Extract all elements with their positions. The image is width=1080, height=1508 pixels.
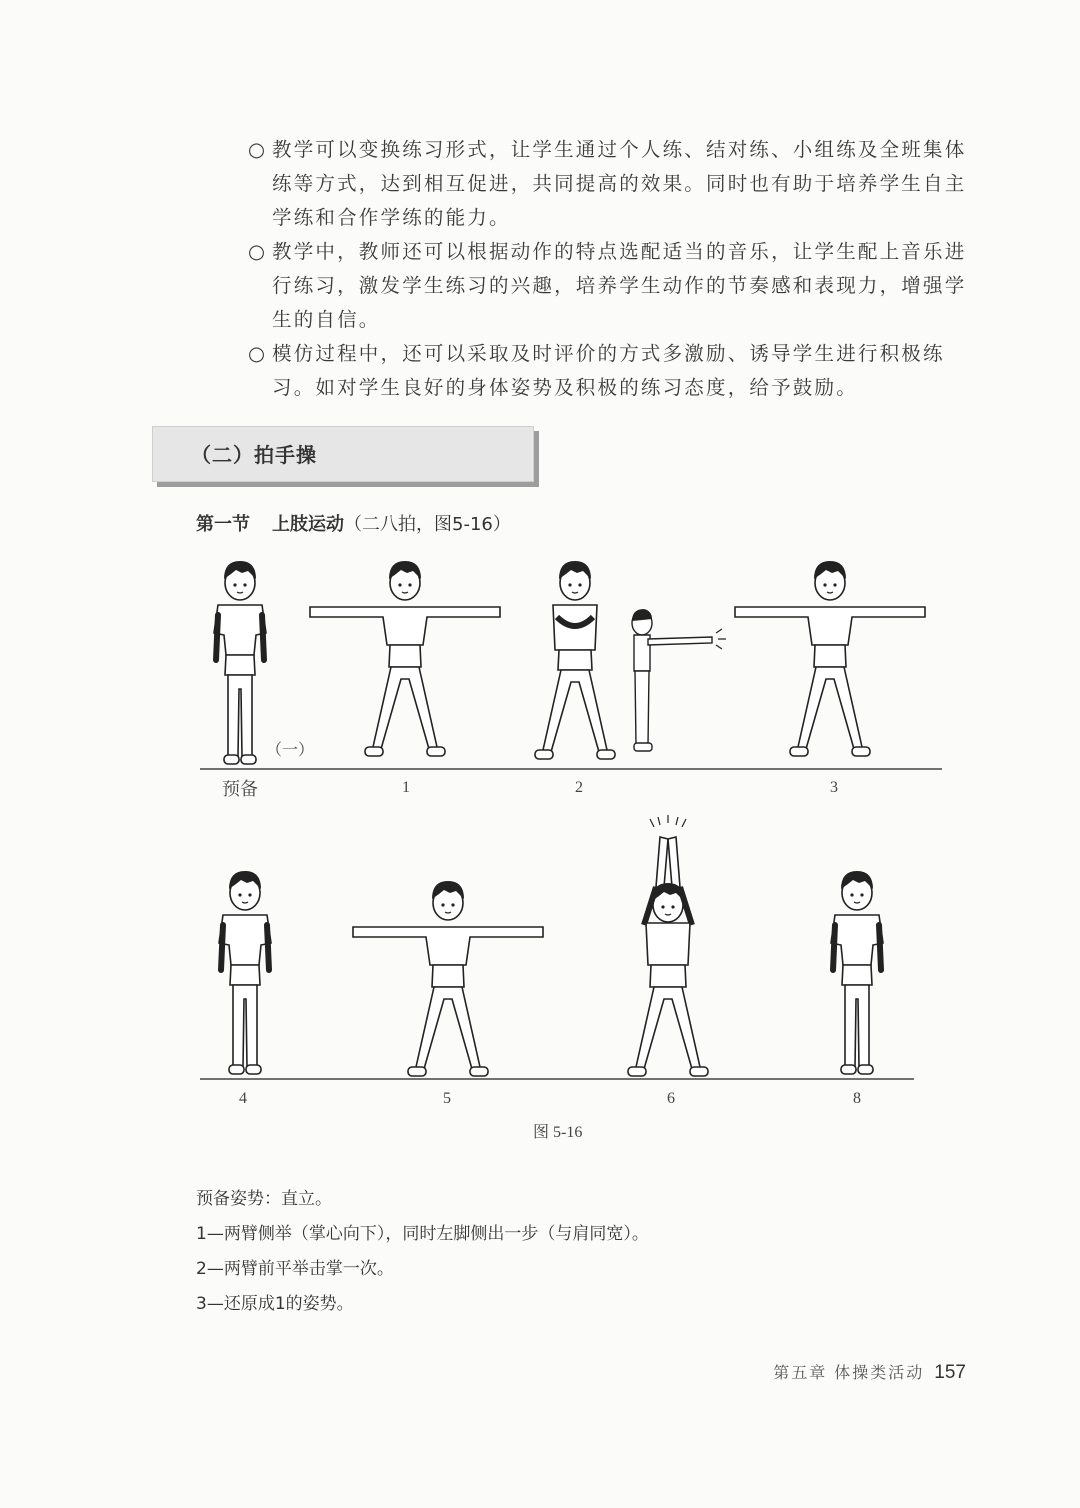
page-footer [773,1360,966,1384]
section-mark-label: （一） [266,742,315,759]
tip-item [248,337,978,405]
figure-pose-2 [535,561,615,759]
tip-text: 教学可以变换练习形式，让学生通过个人练、结对练、小组练及全班集体练等方式，达到相互促进，共同提高的效果。同时也有助于培养学生自主学练和合作学练的能力。 [272,138,967,229]
exercise-figure [190,555,950,1095]
description-line: 3—还原成1的姿势。 [196,1294,354,1314]
label-2: 2 [575,779,583,796]
label-5: 5 [443,1090,451,1107]
label-ready: 预备 [222,779,258,800]
subsection-name: 上肢运动 [272,514,344,535]
label-3: 3 [830,779,838,796]
label-8: 8 [853,1090,861,1107]
subsection-note: （二八拍，图5-16） [344,514,511,535]
circle-bullet-icon: ○ [248,240,268,263]
description-line: 预备姿势：直立。 [196,1189,332,1209]
figure-pose-3 [735,561,925,756]
teaching-tips [248,133,978,405]
description-line: 2—两臂前平举击掌一次。 [196,1259,394,1279]
figure-pose-4 [219,871,271,1074]
description-line: 1—两臂侧举（掌心向下），同时左脚侧出一步（与肩同宽）。 [196,1224,649,1244]
figure-ready-pose [214,561,266,764]
figure-pose-1 [310,561,500,756]
exercise-description [196,1182,649,1322]
subsection-heading [196,510,511,536]
figure-caption: 图 5-16 [533,1124,583,1141]
subsection-number: 第一节 [196,514,250,535]
figure-pose-2-side [632,609,726,751]
tip-text: 模仿过程中，还可以采取及时评价的方式多激励、诱导学生进行积极练习。如对学生良好的身体姿势及积极的练习态度，给予鼓励。 [272,342,945,399]
circle-bullet-icon: ○ [248,342,268,365]
circle-bullet-icon: ○ [248,138,268,161]
label-4: 4 [239,1090,247,1107]
figure-pose-6 [628,815,708,1076]
page-number: 157 [934,1362,966,1383]
chapter-title: 第五章 体操类活动 [773,1363,925,1382]
tip-item [248,235,978,337]
tip-text: 教学中，教师还可以根据动作的特点选配适当的音乐，让学生配上音乐进行练习，激发学生练习的兴趣，培养学生动作的节奏感和表现力，增强学生的自信。 [272,240,967,331]
section-title: （二）拍手操 [191,443,317,467]
label-1: 1 [402,779,410,796]
figure-pose-8 [831,871,883,1074]
figure-pose-5 [353,881,543,1076]
label-6: 6 [667,1090,675,1107]
section-title-box [152,426,534,482]
tip-item [248,133,978,235]
